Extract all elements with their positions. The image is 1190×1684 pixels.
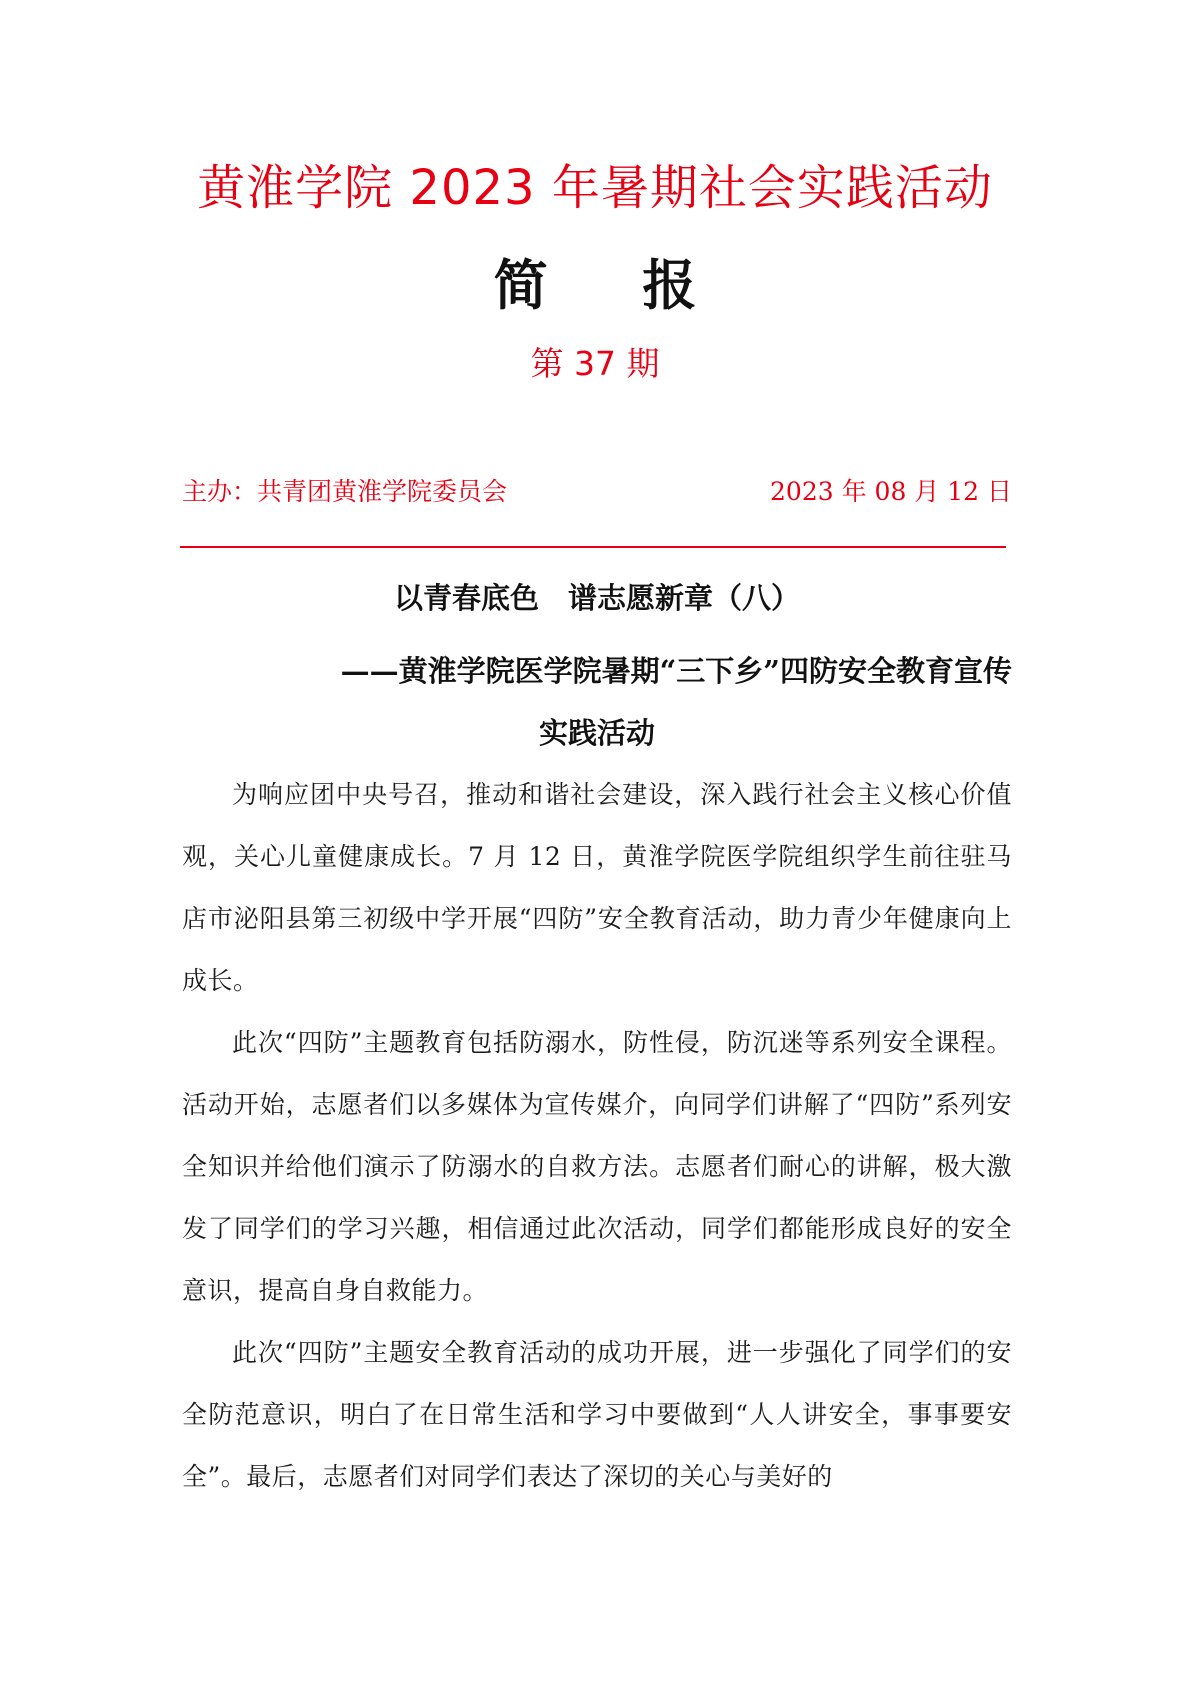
masthead-subtitle: 简 报 — [493, 254, 735, 317]
article-subtitle — [182, 640, 1012, 764]
body-paragraph: 此次“四防”主题安全教育活动的成功开展，进一步强化了同学们的安全防范意识，明白了在日常生活和学习中要做到“人人讲安全，事事要安全”。最后，志愿者们对同学们表达了深切的关心与美好的 — [182, 1338, 1012, 1491]
article-subtitle-line-1: ——黄淮学院医学院暑期“三下乡”四防安全教育宣传 — [340, 654, 1012, 688]
sponsor-label: 主办：共青团黄淮学院委员会 — [182, 477, 508, 506]
body-paragraph: 为响应团中央号召，推动和谐社会建设，深入践行社会主义核心价值观，关心儿童健康成长。7 月 12 日，黄淮学院医学院组织学生前往驻马店市泌阳县第三初级中学开展“四防”安全教育活动，助力青少年健康向上成长。 — [182, 780, 1012, 995]
masthead-title: 黄淮学院 2023 年暑期社会实践活动 — [197, 160, 993, 216]
meta-row — [182, 472, 1012, 512]
publish-date: 2023 年 08 月 12 日 — [770, 477, 1012, 506]
article-subtitle-line-2: 实践活动 — [538, 716, 655, 750]
body-paragraph: 此次“四防”主题教育包括防溺水，防性侵，防沉迷等系列安全课程。活动开始，志愿者们以多媒体为宣传媒介，向同学们讲解了“四防”系列安全知识并给他们演示了防溺水的自救方法。志愿者们耐心的讲解，极大激发了同学们的学习兴趣，相信通过此次活动，同学们都能形成良好的安全意识，提高自身自救能力。 — [182, 1028, 1012, 1305]
issue-number: 第 37 期 — [530, 344, 660, 383]
article-body — [182, 764, 1012, 1508]
header-divider — [180, 546, 1006, 548]
article-title: 以青春底色 谱志愿新章（八） — [393, 581, 800, 615]
